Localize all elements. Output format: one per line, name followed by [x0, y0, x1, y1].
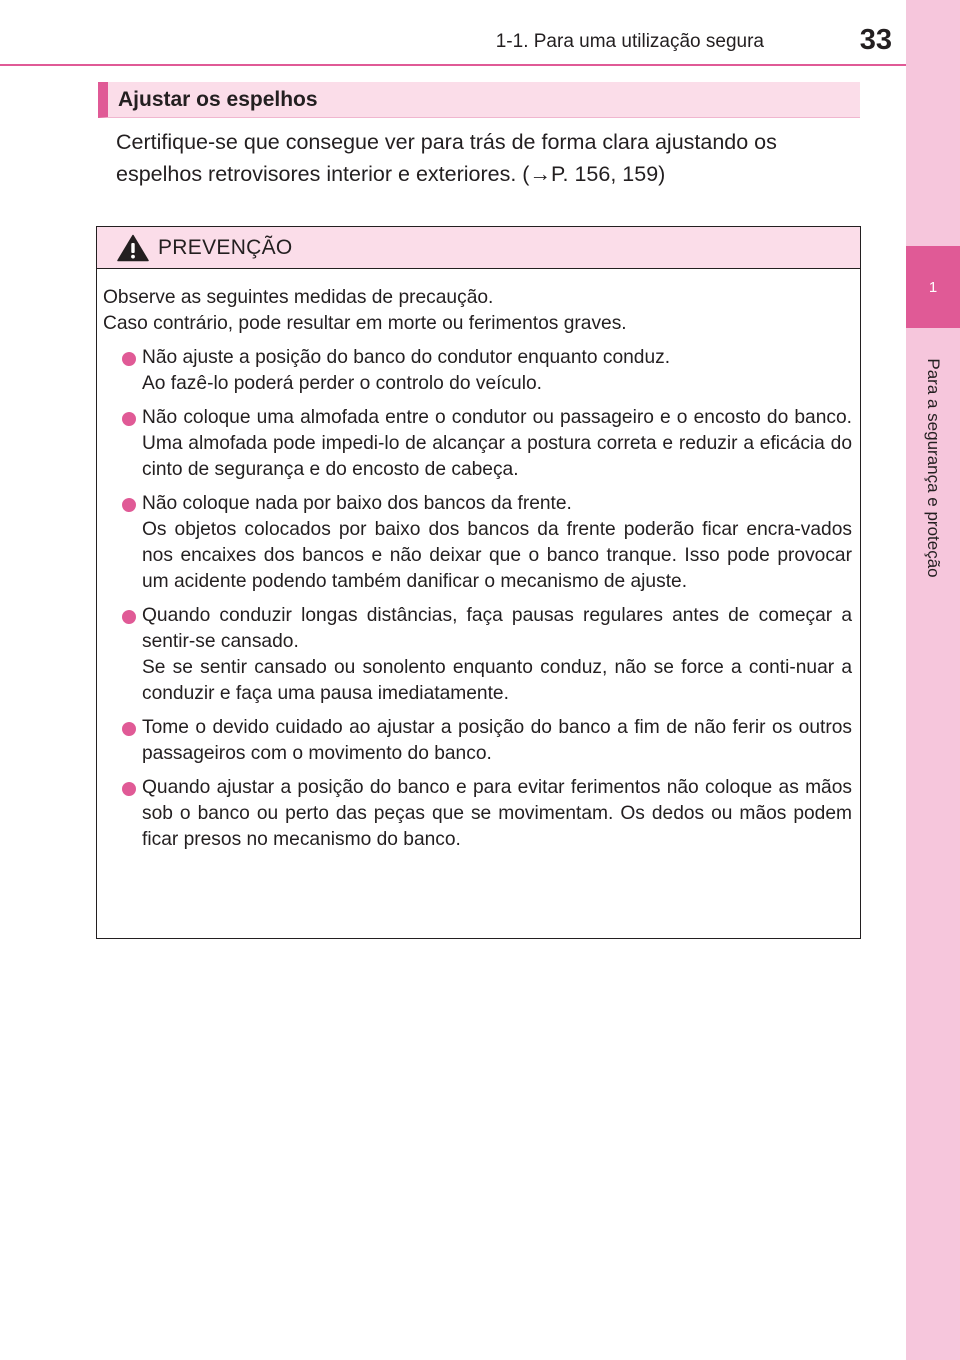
warning-item-text: Não coloque nada por baixo dos bancos da frente.: [142, 493, 572, 514]
chapter-label: Para a segurança e proteção: [924, 358, 943, 578]
section-intro-line: espelhos retrovisores interior e exteriores. (→P. 156, 159): [116, 162, 666, 186]
chapter-side-tab: [906, 0, 960, 1360]
warning-item-text: Não ajuste a posição do banco do condutor enquanto conduz.: [142, 347, 671, 368]
bullet-dot-icon: [122, 352, 136, 366]
warning-list-item: [103, 405, 852, 483]
warning-item-text: Quando conduzir longas distâncias, faça pausas regulares antes de começar a sentir-se cansado.: [142, 605, 852, 652]
warning-header: [97, 227, 860, 269]
warning-intro-line: Observe as seguintes medidas de precaução.: [103, 287, 494, 308]
section-intro-line: Certifique-se que consegue ver para trás de forma clara ajustando os: [116, 130, 777, 154]
bullet-dot-icon: [122, 412, 136, 426]
running-header: 1-1. Para uma utilização segura: [495, 31, 764, 52]
warning-intro-line: Caso contrário, pode resultar em morte ou ferimentos graves.: [103, 313, 627, 334]
warning-item-text: Não coloque uma almofada entre o condutor ou passageiro e o encosto do banco. Uma almofada pode impedi-lo de alcançar a postura correta e reduzir a eficácia do cinto de segurança e do encosto de cabeça.: [142, 407, 852, 480]
bullet-dot-icon: [122, 610, 136, 624]
warning-item-text: Tome o devido cuidado ao ajustar a posição do banco a fim de não ferir os outros passageiros com o movimento do banco.: [142, 717, 852, 764]
warning-item-text: Os objetos colocados por baixo dos bancos da frente poderão ficar encra-vados nos encaixes dos bancos e não deixar que o banco tranque. Isso pode provocar um acidente podendo também danificar o mecanismo de ajuste.: [142, 519, 852, 592]
warning-box: [96, 226, 861, 939]
section-heading-text: Ajustar os espelhos: [118, 87, 318, 111]
warning-list-item: [103, 715, 852, 767]
warning-body: [97, 269, 860, 853]
page-number: 33: [859, 24, 892, 56]
chapter-number-badge: [906, 246, 960, 328]
warning-title: PREVENÇÃO: [158, 235, 293, 259]
warning-item-text: Quando ajustar a posição do banco e para evitar ferimentos não coloque as mãos sob o banco ou perto das peças que se movimentam. Os dedos ou mãos podem ficar presos no mecanismo do banco.: [142, 777, 852, 850]
bullet-dot-icon: [122, 722, 136, 736]
warning-list-item: [103, 775, 852, 853]
header-rule: [0, 64, 906, 66]
warning-item-text: Ao fazê-lo poderá perder o controlo do veículo.: [142, 373, 542, 394]
section-intro: [116, 126, 860, 190]
warning-item-text: Se se sentir cansado ou sonolento enquanto conduz, não se force a conti-nuar a conduzir e faça uma pausa imediatamente.: [142, 657, 852, 704]
warning-triangle-icon: [117, 234, 149, 262]
section-heading: [98, 82, 860, 118]
chapter-number: 1: [928, 278, 938, 296]
warning-list-item: [103, 603, 852, 707]
bullet-dot-icon: [122, 498, 136, 512]
bullet-dot-icon: [122, 782, 136, 796]
warning-list-item: [103, 491, 852, 595]
warning-list-item: [103, 345, 852, 397]
